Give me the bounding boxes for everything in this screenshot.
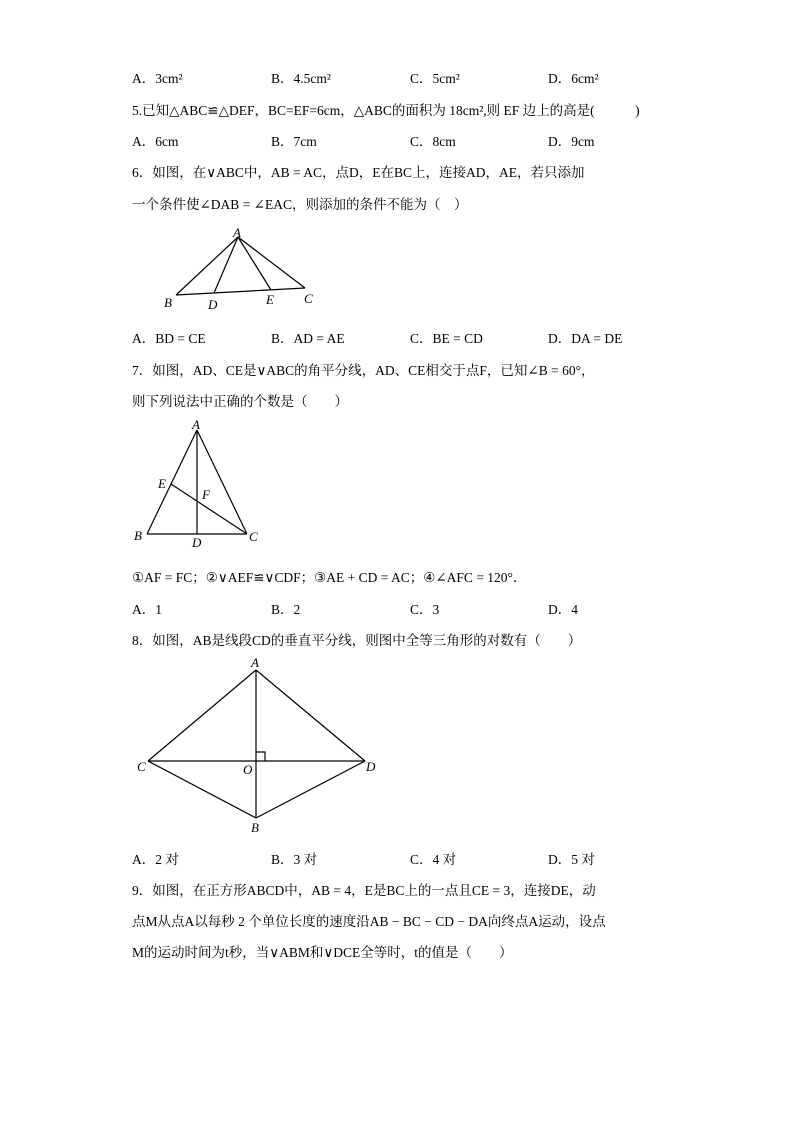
q9-stem-line2: 点M从点A以每秒 2 个单位长度的速度沿AB − BC − CD − DA向终点A运动，设点 [132,914,606,929]
q4-option-a: A．3cm² [132,71,183,86]
q6-label-c: C [304,291,313,306]
q8-segment-bc [148,761,256,818]
q7-option-d: D．4 [548,602,578,617]
q5-option-d: D．9cm [548,134,595,149]
q5-option-b: B．7cm [271,134,317,149]
q5-option-c: C．8cm [410,134,456,149]
q7-option-b: B．2 [271,602,301,617]
q8-segment-ad [256,670,365,761]
q4-option-c: C．5cm² [410,71,460,86]
q7-label-b: B [134,528,142,543]
q7-statements: ①AF = FC；②∨AEF≌∨CDF；③AE + CD = AC；④∠AFC = 120°． [132,570,527,585]
q9-stem-line1: 9．如图，在正方形ABCD中，AB = 4，E是BC上的一点且CE = 3，连接DE，动 [132,883,596,898]
q7-option-c: C．3 [410,602,440,617]
q8-option-c: C．4 对 [410,852,457,867]
q7-label-d: D [192,535,202,550]
q8-segment-ac [148,670,256,761]
q6-option-c: C．BE = CD [410,331,483,346]
q6-option-b: B．AD = AE [271,331,345,346]
q8-stem: 8．如图，AB是线段CD的垂直平分线，则图中全等三角形的对数有（ ） [132,633,582,648]
q6-label-a: A [233,225,241,240]
q7-stem-line2: 则下列说法中正确的个数是（ ） [132,394,348,409]
q7-label-f: F [202,487,210,502]
q4-option-b: B．4.5cm² [271,71,331,86]
q8-label-d: D [366,759,376,774]
q8-label-b: B [251,820,259,835]
q8-label-c: C [137,759,146,774]
q8-label-a: A [251,655,259,670]
q6-label-b: B [164,295,172,310]
q6-option-a: A．BD = CE [132,331,206,346]
q7-label-c: C [249,529,258,544]
q5-option-a: A．6cm [132,134,179,149]
q7-option-a: A．1 [132,602,162,617]
q6-label-e: E [266,292,274,307]
q6-option-d: D．DA = DE [548,331,623,346]
q6-stem-line1: 6．如图，在∨ABC中，AB = AC，点D，E在BC上，连接AD，AE，若只添加 [132,165,585,180]
q4-option-d: D．6cm² [548,71,599,86]
q7-stem-line1: 7．如图，AD、CE是∨ABC的角平分线，AD、CE相交于点F，已知∠B = 60°， [132,363,595,378]
q7-label-e: E [158,476,166,491]
q8-option-b: B．3 对 [271,852,318,867]
q8-right-angle-mark [256,752,265,761]
q9-stem-line3: M的运动时间为t秒，当∨ABM和∨DCE全等时，t的值是（ ） [132,945,513,960]
q8-label-o: O [243,762,253,777]
q5-stem: 5.已知△ABC≌△DEF，BC=EF=6cm，△ABC的面积为 18cm²,则 EF 边上的高是( ) [132,103,640,118]
q8-option-d: D．5 对 [548,852,595,867]
q6-stem-line2: 一个条件使∠DAB = ∠EAC，则添加的条件不能为（ ） [132,197,468,212]
q8-option-a: A．2 对 [132,852,179,867]
q7-label-a: A [192,417,200,432]
q6-label-d: D [208,297,218,312]
q8-segment-bd [256,761,365,818]
